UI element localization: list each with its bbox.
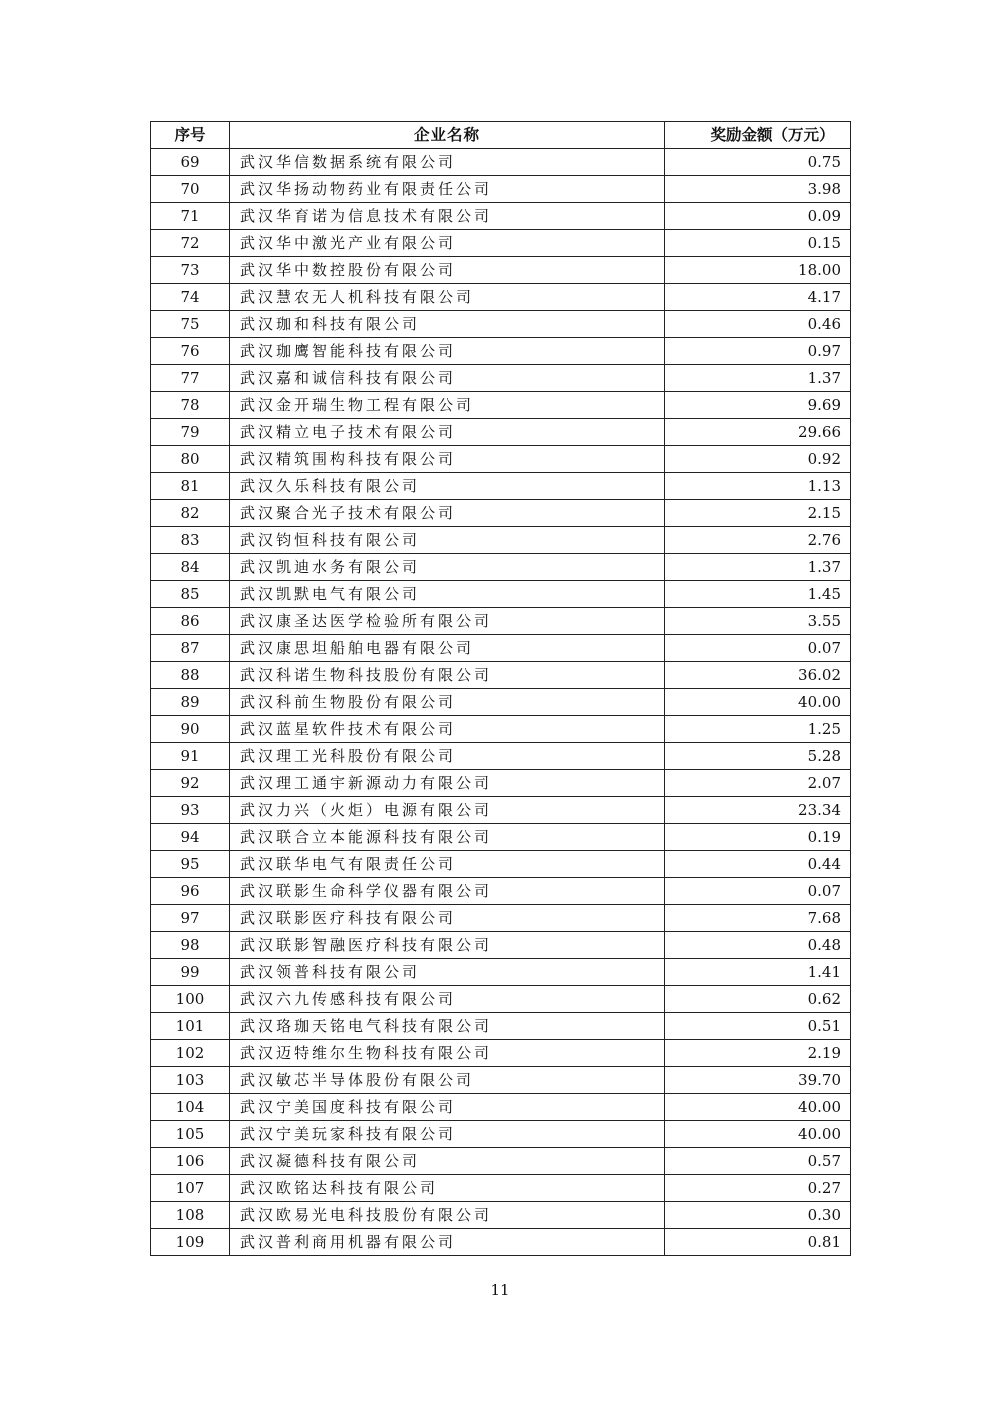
row-award-amount: 0.62	[665, 986, 851, 1013]
row-seq: 76	[151, 338, 230, 365]
row-company-name: 武汉凯默电气有限公司	[230, 581, 665, 608]
table-row	[151, 608, 851, 635]
row-company-name: 武汉联影智融医疗科技有限公司	[230, 932, 665, 959]
row-seq: 92	[151, 770, 230, 797]
table-row	[151, 419, 851, 446]
row-company-name: 武汉宁美玩家科技有限公司	[230, 1121, 665, 1148]
row-company-name: 武汉康圣达医学检验所有限公司	[230, 608, 665, 635]
row-company-name: 武汉理工光科股份有限公司	[230, 743, 665, 770]
row-seq: 100	[151, 986, 230, 1013]
row-company-name: 武汉钧恒科技有限公司	[230, 527, 665, 554]
row-company-name: 武汉精立电子技术有限公司	[230, 419, 665, 446]
row-seq: 87	[151, 635, 230, 662]
table-row	[151, 554, 851, 581]
row-award-amount: 1.37	[665, 554, 851, 581]
table-row	[151, 338, 851, 365]
row-award-amount: 5.28	[665, 743, 851, 770]
row-seq: 84	[151, 554, 230, 581]
row-award-amount: 2.19	[665, 1040, 851, 1067]
table-row	[151, 743, 851, 770]
row-award-amount: 0.07	[665, 635, 851, 662]
row-seq: 78	[151, 392, 230, 419]
row-company-name: 武汉华中数控股份有限公司	[230, 257, 665, 284]
row-company-name: 武汉联影医疗科技有限公司	[230, 905, 665, 932]
row-award-amount: 1.25	[665, 716, 851, 743]
row-seq: 108	[151, 1202, 230, 1229]
table-row	[151, 446, 851, 473]
table-row	[151, 176, 851, 203]
row-award-amount: 40.00	[665, 1094, 851, 1121]
header-company-name: 企业名称	[230, 122, 665, 149]
table-row	[151, 1202, 851, 1229]
row-seq: 95	[151, 851, 230, 878]
row-award-amount: 40.00	[665, 689, 851, 716]
row-company-name: 武汉华扬动物药业有限责任公司	[230, 176, 665, 203]
row-company-name: 武汉凝德科技有限公司	[230, 1148, 665, 1175]
table-row	[151, 635, 851, 662]
row-award-amount: 40.00	[665, 1121, 851, 1148]
row-award-amount: 0.51	[665, 1013, 851, 1040]
table-row	[151, 878, 851, 905]
row-seq: 73	[151, 257, 230, 284]
row-award-amount: 29.66	[665, 419, 851, 446]
table-row	[151, 365, 851, 392]
table-row	[151, 689, 851, 716]
table-row	[151, 149, 851, 176]
row-seq: 91	[151, 743, 230, 770]
table-row	[151, 770, 851, 797]
table-row	[151, 932, 851, 959]
table-row	[151, 1175, 851, 1202]
row-company-name: 武汉力兴（火炬）电源有限公司	[230, 797, 665, 824]
row-seq: 70	[151, 176, 230, 203]
table-header-row	[151, 122, 851, 149]
header-seq: 序号	[151, 122, 230, 149]
table-row	[151, 716, 851, 743]
row-company-name: 武汉科诺生物科技股份有限公司	[230, 662, 665, 689]
row-award-amount: 3.98	[665, 176, 851, 203]
row-award-amount: 0.75	[665, 149, 851, 176]
row-seq: 79	[151, 419, 230, 446]
page-number: 11	[490, 1281, 510, 1299]
row-award-amount: 2.15	[665, 500, 851, 527]
row-seq: 109	[151, 1229, 230, 1256]
row-company-name: 武汉精筑围构科技有限公司	[230, 446, 665, 473]
row-seq: 102	[151, 1040, 230, 1067]
row-seq: 98	[151, 932, 230, 959]
row-seq: 81	[151, 473, 230, 500]
table-row	[151, 1094, 851, 1121]
row-seq: 105	[151, 1121, 230, 1148]
row-company-name: 武汉华中激光产业有限公司	[230, 230, 665, 257]
row-company-name: 武汉欧易光电科技股份有限公司	[230, 1202, 665, 1229]
table-row	[151, 1040, 851, 1067]
row-award-amount: 0.27	[665, 1175, 851, 1202]
row-seq: 104	[151, 1094, 230, 1121]
row-company-name: 武汉聚合光子技术有限公司	[230, 500, 665, 527]
row-company-name: 武汉理工通宇新源动力有限公司	[230, 770, 665, 797]
row-seq: 83	[151, 527, 230, 554]
row-seq: 88	[151, 662, 230, 689]
table-row	[151, 986, 851, 1013]
row-seq: 85	[151, 581, 230, 608]
table-row	[151, 905, 851, 932]
table-row	[151, 500, 851, 527]
row-award-amount: 0.48	[665, 932, 851, 959]
table-row	[151, 257, 851, 284]
row-company-name: 武汉欧铭达科技有限公司	[230, 1175, 665, 1202]
award-table	[150, 121, 851, 1256]
row-award-amount: 0.15	[665, 230, 851, 257]
row-seq: 106	[151, 1148, 230, 1175]
row-seq: 86	[151, 608, 230, 635]
row-award-amount: 0.97	[665, 338, 851, 365]
row-award-amount: 1.13	[665, 473, 851, 500]
row-company-name: 武汉久乐科技有限公司	[230, 473, 665, 500]
table-row	[151, 1013, 851, 1040]
row-award-amount: 2.07	[665, 770, 851, 797]
header-award-amount: 奖励金额（万元）	[665, 122, 851, 149]
row-award-amount: 0.44	[665, 851, 851, 878]
table-row	[151, 527, 851, 554]
table-row	[151, 662, 851, 689]
row-company-name: 武汉康思坦船舶电器有限公司	[230, 635, 665, 662]
row-company-name: 武汉六九传感科技有限公司	[230, 986, 665, 1013]
table-row	[151, 959, 851, 986]
row-company-name: 武汉蓝星软件技术有限公司	[230, 716, 665, 743]
row-company-name: 武汉金开瑞生物工程有限公司	[230, 392, 665, 419]
row-award-amount: 18.00	[665, 257, 851, 284]
row-seq: 96	[151, 878, 230, 905]
table-row	[151, 797, 851, 824]
row-seq: 71	[151, 203, 230, 230]
row-award-amount: 7.68	[665, 905, 851, 932]
row-company-name: 武汉嘉和诚信科技有限公司	[230, 365, 665, 392]
row-award-amount: 1.41	[665, 959, 851, 986]
row-company-name: 武汉慧农无人机科技有限公司	[230, 284, 665, 311]
row-company-name: 武汉领普科技有限公司	[230, 959, 665, 986]
row-company-name: 武汉科前生物股份有限公司	[230, 689, 665, 716]
row-award-amount: 2.76	[665, 527, 851, 554]
table-row	[151, 473, 851, 500]
row-company-name: 武汉联合立本能源科技有限公司	[230, 824, 665, 851]
row-seq: 77	[151, 365, 230, 392]
row-seq: 75	[151, 311, 230, 338]
row-seq: 89	[151, 689, 230, 716]
table-row	[151, 311, 851, 338]
table-row	[151, 1148, 851, 1175]
row-company-name: 武汉普利商用机器有限公司	[230, 1229, 665, 1256]
row-seq: 72	[151, 230, 230, 257]
row-award-amount: 0.81	[665, 1229, 851, 1256]
table-row	[151, 1121, 851, 1148]
table-row	[151, 581, 851, 608]
row-award-amount: 39.70	[665, 1067, 851, 1094]
row-award-amount: 1.37	[665, 365, 851, 392]
row-award-amount: 9.69	[665, 392, 851, 419]
row-company-name: 武汉联影生命科学仪器有限公司	[230, 878, 665, 905]
row-seq: 107	[151, 1175, 230, 1202]
row-award-amount: 0.19	[665, 824, 851, 851]
row-company-name: 武汉凯迪水务有限公司	[230, 554, 665, 581]
row-award-amount: 36.02	[665, 662, 851, 689]
table-row	[151, 851, 851, 878]
row-seq: 94	[151, 824, 230, 851]
row-award-amount: 0.09	[665, 203, 851, 230]
row-award-amount: 0.92	[665, 446, 851, 473]
row-seq: 74	[151, 284, 230, 311]
row-award-amount: 23.34	[665, 797, 851, 824]
row-seq: 99	[151, 959, 230, 986]
row-seq: 93	[151, 797, 230, 824]
row-seq: 97	[151, 905, 230, 932]
row-company-name: 武汉敏芯半导体股份有限公司	[230, 1067, 665, 1094]
row-company-name: 武汉华信数据系统有限公司	[230, 149, 665, 176]
row-company-name: 武汉迈特维尔生物科技有限公司	[230, 1040, 665, 1067]
row-company-name: 武汉联华电气有限责任公司	[230, 851, 665, 878]
row-award-amount: 0.46	[665, 311, 851, 338]
row-company-name: 武汉珈和科技有限公司	[230, 311, 665, 338]
row-award-amount: 0.57	[665, 1148, 851, 1175]
row-seq: 103	[151, 1067, 230, 1094]
table-body	[151, 149, 851, 1256]
row-seq: 80	[151, 446, 230, 473]
row-company-name: 武汉华育诺为信息技术有限公司	[230, 203, 665, 230]
row-award-amount: 4.17	[665, 284, 851, 311]
table-row	[151, 1229, 851, 1256]
table-row	[151, 1067, 851, 1094]
row-seq: 101	[151, 1013, 230, 1040]
row-seq: 69	[151, 149, 230, 176]
row-company-name: 武汉珞珈天铭电气科技有限公司	[230, 1013, 665, 1040]
row-seq: 82	[151, 500, 230, 527]
row-seq: 90	[151, 716, 230, 743]
row-award-amount: 3.55	[665, 608, 851, 635]
table-row	[151, 824, 851, 851]
row-company-name: 武汉珈鹰智能科技有限公司	[230, 338, 665, 365]
row-award-amount: 0.07	[665, 878, 851, 905]
table-row	[151, 203, 851, 230]
table-row	[151, 284, 851, 311]
table-row	[151, 392, 851, 419]
table-row	[151, 230, 851, 257]
row-award-amount: 0.30	[665, 1202, 851, 1229]
row-award-amount: 1.45	[665, 581, 851, 608]
row-company-name: 武汉宁美国度科技有限公司	[230, 1094, 665, 1121]
